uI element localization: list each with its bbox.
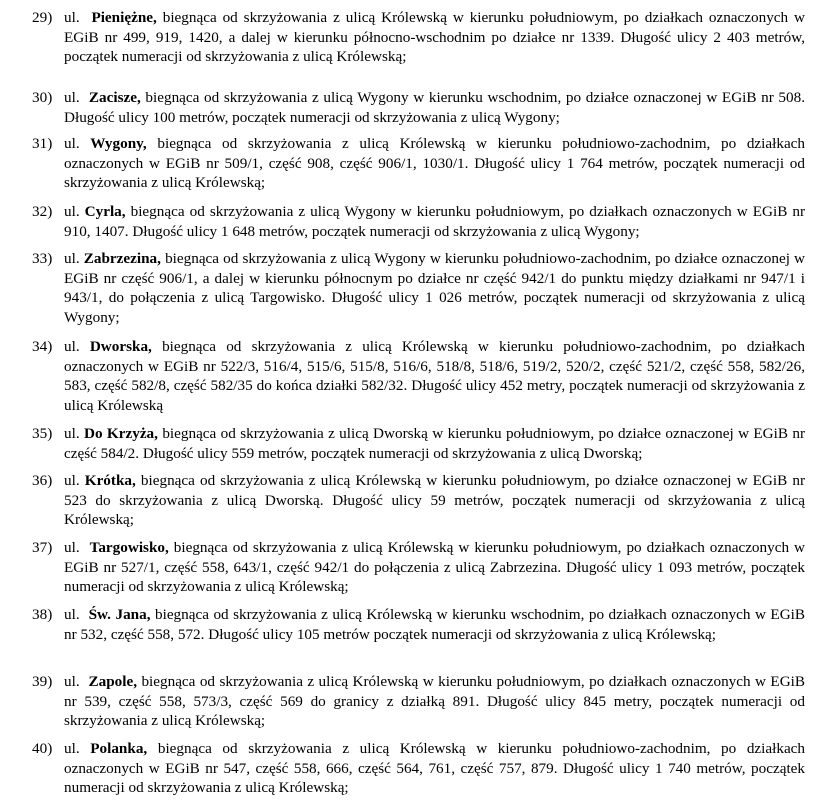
item-body bbox=[34, 202, 805, 241]
item-number: 29) bbox=[32, 9, 53, 26]
street-prefix: ul. bbox=[64, 89, 80, 106]
item-body bbox=[34, 424, 805, 463]
street-name: Zapole, bbox=[88, 673, 138, 690]
item-body bbox=[34, 249, 805, 327]
item-number: 31) bbox=[32, 135, 53, 152]
street-name: Wygony, bbox=[90, 135, 147, 152]
list-item bbox=[34, 337, 805, 415]
street-description: biegnąca od skrzyżowania z ulicą Królewską w kierunku południowo-zachodnim, po działkach oznaczonych w EGiB nr 509/1, część 908, część 906/1, 1030/1. Długość ulicy 1 764 metrów, początek numeracji od skrzyżowania z ulicą Królewską; bbox=[64, 135, 806, 191]
street-description: biegnąca od skrzyżowania z ulicą Wygony w kierunku południowo-zachodnim, po działce oznaczonej w EGiB nr część 906/1, a dalej w kierunku północnym po działce nr część 942/1 do punktu między działkami nr 947/1 i 943/1, do połączenia z ulicą Targowisko. Długość ulicy 1 026 metrów, początek numeracji od skrzyżowania z ulicą Wygony; bbox=[64, 250, 805, 326]
item-body bbox=[34, 605, 805, 644]
street-description: biegnąca od skrzyżowania z ulicą Królewską w kierunku południowym, po działkach oznaczonych w EGiB nr 539, część 558, 573/3, część 569 do granicy z działką 891. Długość ulicy 845 metry, początek numeracji od skrzyżowania z ulicą Królewską; bbox=[64, 673, 806, 729]
list-item bbox=[34, 249, 805, 327]
item-number: 39) bbox=[32, 673, 53, 690]
item-body bbox=[34, 672, 805, 731]
list-item bbox=[34, 134, 805, 193]
street-name: Cyrla, bbox=[84, 203, 126, 220]
item-body bbox=[34, 739, 805, 798]
street-description: biegnąca od skrzyżowania z ulicą Królewską w kierunku południowo-zachodnim, po działkach oznaczonych w EGiB nr 547, część 558, 666, część 564, 761, część 757, 879. Długość ulicy 1 740 metrów, początek numeracji od skrzyżowania z ulicą Królewską; bbox=[64, 740, 806, 796]
list-item bbox=[34, 672, 805, 731]
item-number: 34) bbox=[32, 338, 53, 355]
list-item bbox=[34, 424, 805, 463]
item-body bbox=[34, 134, 805, 193]
street-prefix: ul. bbox=[64, 472, 80, 489]
item-number: 30) bbox=[32, 89, 53, 106]
list-item bbox=[34, 538, 805, 597]
street-name: Pieniężne, bbox=[91, 9, 157, 26]
item-body bbox=[34, 88, 805, 127]
street-prefix: ul. bbox=[64, 673, 80, 690]
street-name: Św. Jana, bbox=[88, 606, 151, 623]
street-name: Zacisze, bbox=[88, 89, 141, 106]
street-prefix: ul. bbox=[64, 250, 80, 267]
street-name: Do Krzyża, bbox=[84, 425, 158, 442]
item-body bbox=[34, 471, 805, 530]
street-description: biegnąca od skrzyżowania z ulicą Królewską w kierunku południowo-zachodnim, po działkach oznaczonych w EGiB nr 522/3, 516/4, 515/6, 515/8, 516/6, 518/8, 518/6, 519/2, 520/2, część 521/2, część 558, 582/26, 583, część 582/8, część 582/35 do końca działki 582/32. Długość ulicy 452 metry, początek numeracji od skrzyżowania z ulicą Królewską bbox=[64, 338, 806, 414]
street-description: biegnąca od skrzyżowania z ulicą Królewską w kierunku wschodnim, po działkach oznaczonych w EGiB nr 532, część 558, 572. Długość ulicy 105 metrów początek numeracji od skrzyżowania z ulicą Królewską; bbox=[64, 606, 806, 643]
item-number: 33) bbox=[32, 250, 53, 267]
street-prefix: ul. bbox=[64, 740, 80, 757]
street-name: Dworska, bbox=[89, 338, 152, 355]
street-prefix: ul. bbox=[64, 135, 80, 152]
street-prefix: ul. bbox=[64, 203, 80, 220]
item-number: 32) bbox=[32, 203, 53, 220]
street-description: biegnąca od skrzyżowania z ulicą Wygony w kierunku wschodnim, po działce oznaczonej w EGiB nr 508. Długość ulicy 100 metrów, początek numeracji od skrzyżowania z ulicą Wygony; bbox=[64, 89, 806, 126]
item-number: 37) bbox=[32, 539, 53, 556]
list-item bbox=[34, 605, 805, 644]
item-number: 40) bbox=[32, 740, 53, 757]
street-name: Polanka, bbox=[90, 740, 148, 757]
item-body bbox=[34, 8, 805, 67]
item-number: 36) bbox=[32, 472, 53, 489]
list-item bbox=[34, 471, 805, 530]
item-number: 35) bbox=[32, 425, 53, 442]
list-item bbox=[34, 8, 805, 67]
item-body bbox=[34, 337, 805, 415]
list-item bbox=[34, 88, 805, 127]
list-item bbox=[34, 202, 805, 241]
item-body bbox=[34, 538, 805, 597]
item-number: 38) bbox=[32, 606, 53, 623]
street-name: Zabrzezina, bbox=[83, 250, 161, 267]
street-description: biegnąca od skrzyżowania z ulicą Dworską w kierunku południowym, po działce oznaczonej w EGiB nr część 584/2. Długość ulicy 559 metrów, początek numeracji od skrzyżowania z ulicą Dworską; bbox=[64, 425, 806, 462]
street-description: biegnąca od skrzyżowania z ulicą Wygony w kierunku południowym, po działkach oznaczonych w EGiB nr 910, 1407. Długość ulicy 1 648 metrów, początek numeracji od skrzyżowania z ulicą Wygony; bbox=[64, 203, 806, 240]
street-prefix: ul. bbox=[64, 338, 80, 355]
street-prefix: ul. bbox=[64, 539, 80, 556]
street-description: biegnąca od skrzyżowania z ulicą Królewską w kierunku południowym, po działce oznaczonej w EGiB nr 523 do skrzyżowania z ulicą Dworską. Długość ulicy 59 metrów, początek numeracji od skrzyżowania z ulicą Królewską; bbox=[64, 472, 806, 528]
street-prefix: ul. bbox=[64, 9, 80, 26]
street-description: biegnąca od skrzyżowania z ulicą Królewską w kierunku południowym, po działkach oznaczonych w EGiB nr 527/1, część 558, 643/1, część 942/1 do połączenia z ulicą Zabrzezina. Długość ulicy 1 093 metrów, początek numeracji od skrzyżowania z ulicą Królewską; bbox=[64, 539, 805, 595]
street-name: Targowisko, bbox=[89, 539, 169, 556]
street-name: Krótka, bbox=[84, 472, 136, 489]
list-item bbox=[34, 739, 805, 798]
street-prefix: ul. bbox=[64, 425, 80, 442]
street-description: biegnąca od skrzyżowania z ulicą Królewską w kierunku południowym, po działkach oznaczonych w EGiB nr 499, 919, 1420, a dalej w kierunku północno-wschodnim po działce nr 1339. Długość ulicy 2 403 metrów, początek numeracji od skrzyżowania z ulicą Królewską; bbox=[64, 9, 805, 65]
street-prefix: ul. bbox=[64, 606, 80, 623]
